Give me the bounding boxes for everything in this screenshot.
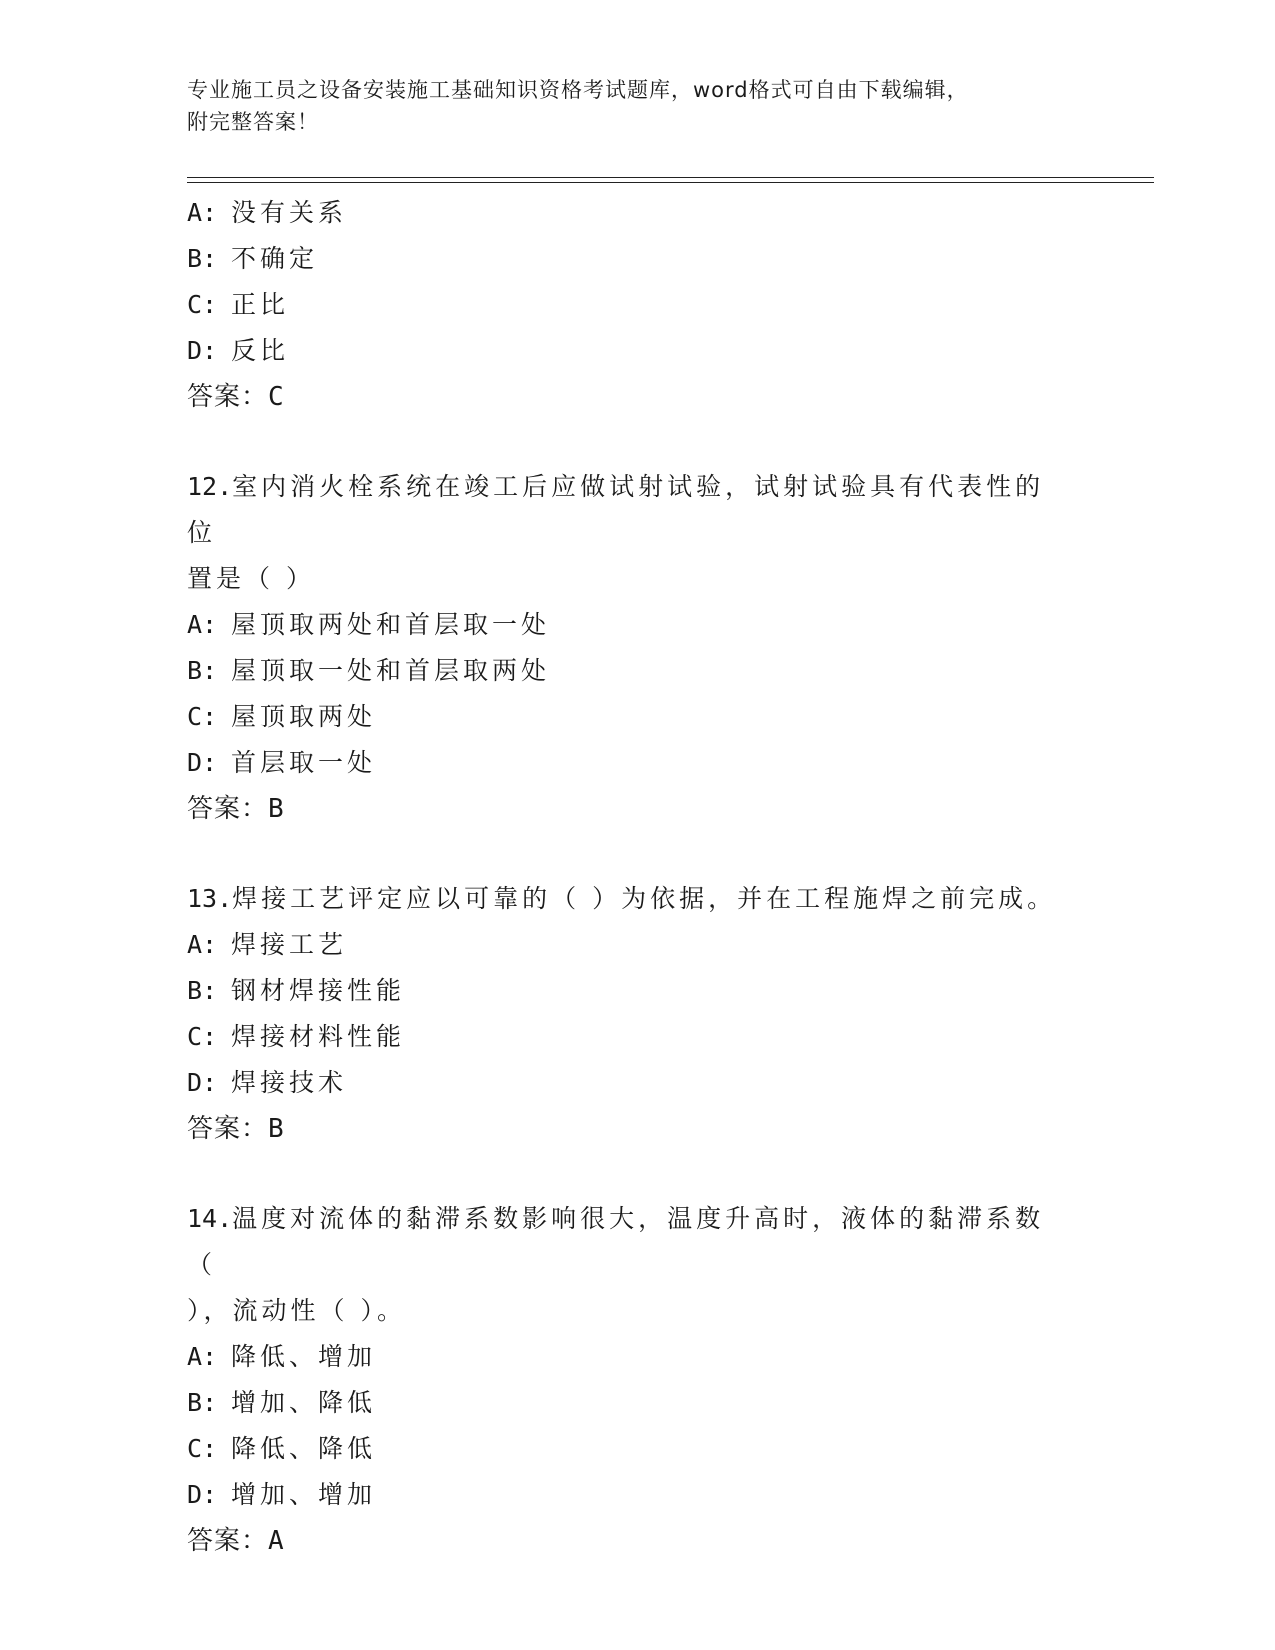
option-key: D: [187,336,218,365]
option-c [187,1014,1087,1060]
question-text-line-1: 室内消火栓系统在竣工后应做试射试验，试射试验具有代表性的位 [187,472,1045,547]
option-b [187,968,1087,1014]
option-text: 不确定 [231,244,319,273]
option-key: A: [187,198,218,227]
option-text: 焊接技术 [231,1068,348,1097]
option-b [187,1380,1087,1426]
question-text-line-2: ），流动性（ ）。 [187,1296,406,1325]
option-text: 焊接工艺 [231,930,348,959]
option-key: A: [187,930,218,959]
question-14 [187,1196,1087,1564]
option-key: C: [187,290,218,319]
question-stem [187,876,1067,922]
option-text: 屋顶取两处 [231,702,377,731]
question-number: 13. [187,884,233,913]
question-partial [187,190,1087,420]
option-text: 钢材焊接性能 [231,976,406,1005]
option-key: C: [187,702,218,731]
answer-label: 答案： [187,1114,269,1144]
option-text: 正比 [231,290,290,319]
option-key: A: [187,610,218,639]
header-divider-top [187,177,1154,178]
header-line-2: 附完整答案！ [187,110,319,134]
option-b [187,236,1087,282]
option-text: 增加、降低 [231,1388,377,1417]
header-line-1: 专业施工员之设备安装施工基础知识资格考试题库，word格式可自由下载编辑， [187,78,969,102]
option-d [187,328,1087,374]
spacer [187,832,1087,876]
option-c [187,694,1087,740]
option-a [187,922,1087,968]
spacer [187,1152,1087,1196]
option-text: 没有关系 [231,198,348,227]
question-number: 14. [187,1204,233,1233]
option-b [187,648,1087,694]
answer-line [187,1106,1087,1152]
option-key: B: [187,244,218,273]
answer-line [187,1518,1087,1564]
option-text: 降低、降低 [231,1434,377,1463]
option-a [187,1334,1087,1380]
option-key: C: [187,1022,218,1051]
question-12 [187,464,1087,832]
option-a [187,602,1087,648]
option-key: B: [187,1388,218,1417]
question-13 [187,876,1087,1152]
question-stem [187,1196,1067,1334]
option-key: B: [187,976,218,1005]
answer-value: B [268,794,284,824]
question-number: 12. [187,472,233,501]
header-divider-bottom [187,182,1154,183]
option-c [187,282,1087,328]
answer-value: C [268,382,284,412]
option-key: A: [187,1342,218,1371]
question-text-line-2: 置是（ ） [187,564,315,593]
question-stem [187,464,1067,602]
answer-value: A [268,1526,284,1556]
option-a [187,190,1087,236]
option-text: 焊接材料性能 [231,1022,406,1051]
option-key: D: [187,1480,218,1509]
question-list [187,190,1087,1564]
answer-line [187,374,1087,420]
option-c [187,1426,1087,1472]
answer-label: 答案： [187,794,269,824]
option-text: 降低、增加 [231,1342,377,1371]
option-key: D: [187,1068,218,1097]
option-key: C: [187,1434,218,1463]
option-key: D: [187,748,218,777]
option-d [187,740,1087,786]
answer-label: 答案： [187,382,269,412]
answer-value: B [268,1114,284,1144]
option-text: 增加、增加 [231,1480,377,1509]
question-text-line-1: 焊接工艺评定应以可靠的（ ）为依据，并在工程施焊之前完成。 [232,884,1057,913]
option-text: 屋顶取两处和首层取一处 [231,610,551,639]
answer-line [187,786,1087,832]
option-text: 屋顶取一处和首层取两处 [231,656,551,685]
option-text: 首层取一处 [231,748,377,777]
option-d [187,1472,1087,1518]
spacer [187,420,1087,464]
document-header [187,74,1067,138]
option-text: 反比 [231,336,290,365]
option-d [187,1060,1087,1106]
answer-label: 答案： [187,1526,269,1556]
option-key: B: [187,656,218,685]
question-text-line-1: 温度对流体的黏滞系数影响很大，温度升高时，液体的黏滞系数（ [187,1204,1045,1279]
